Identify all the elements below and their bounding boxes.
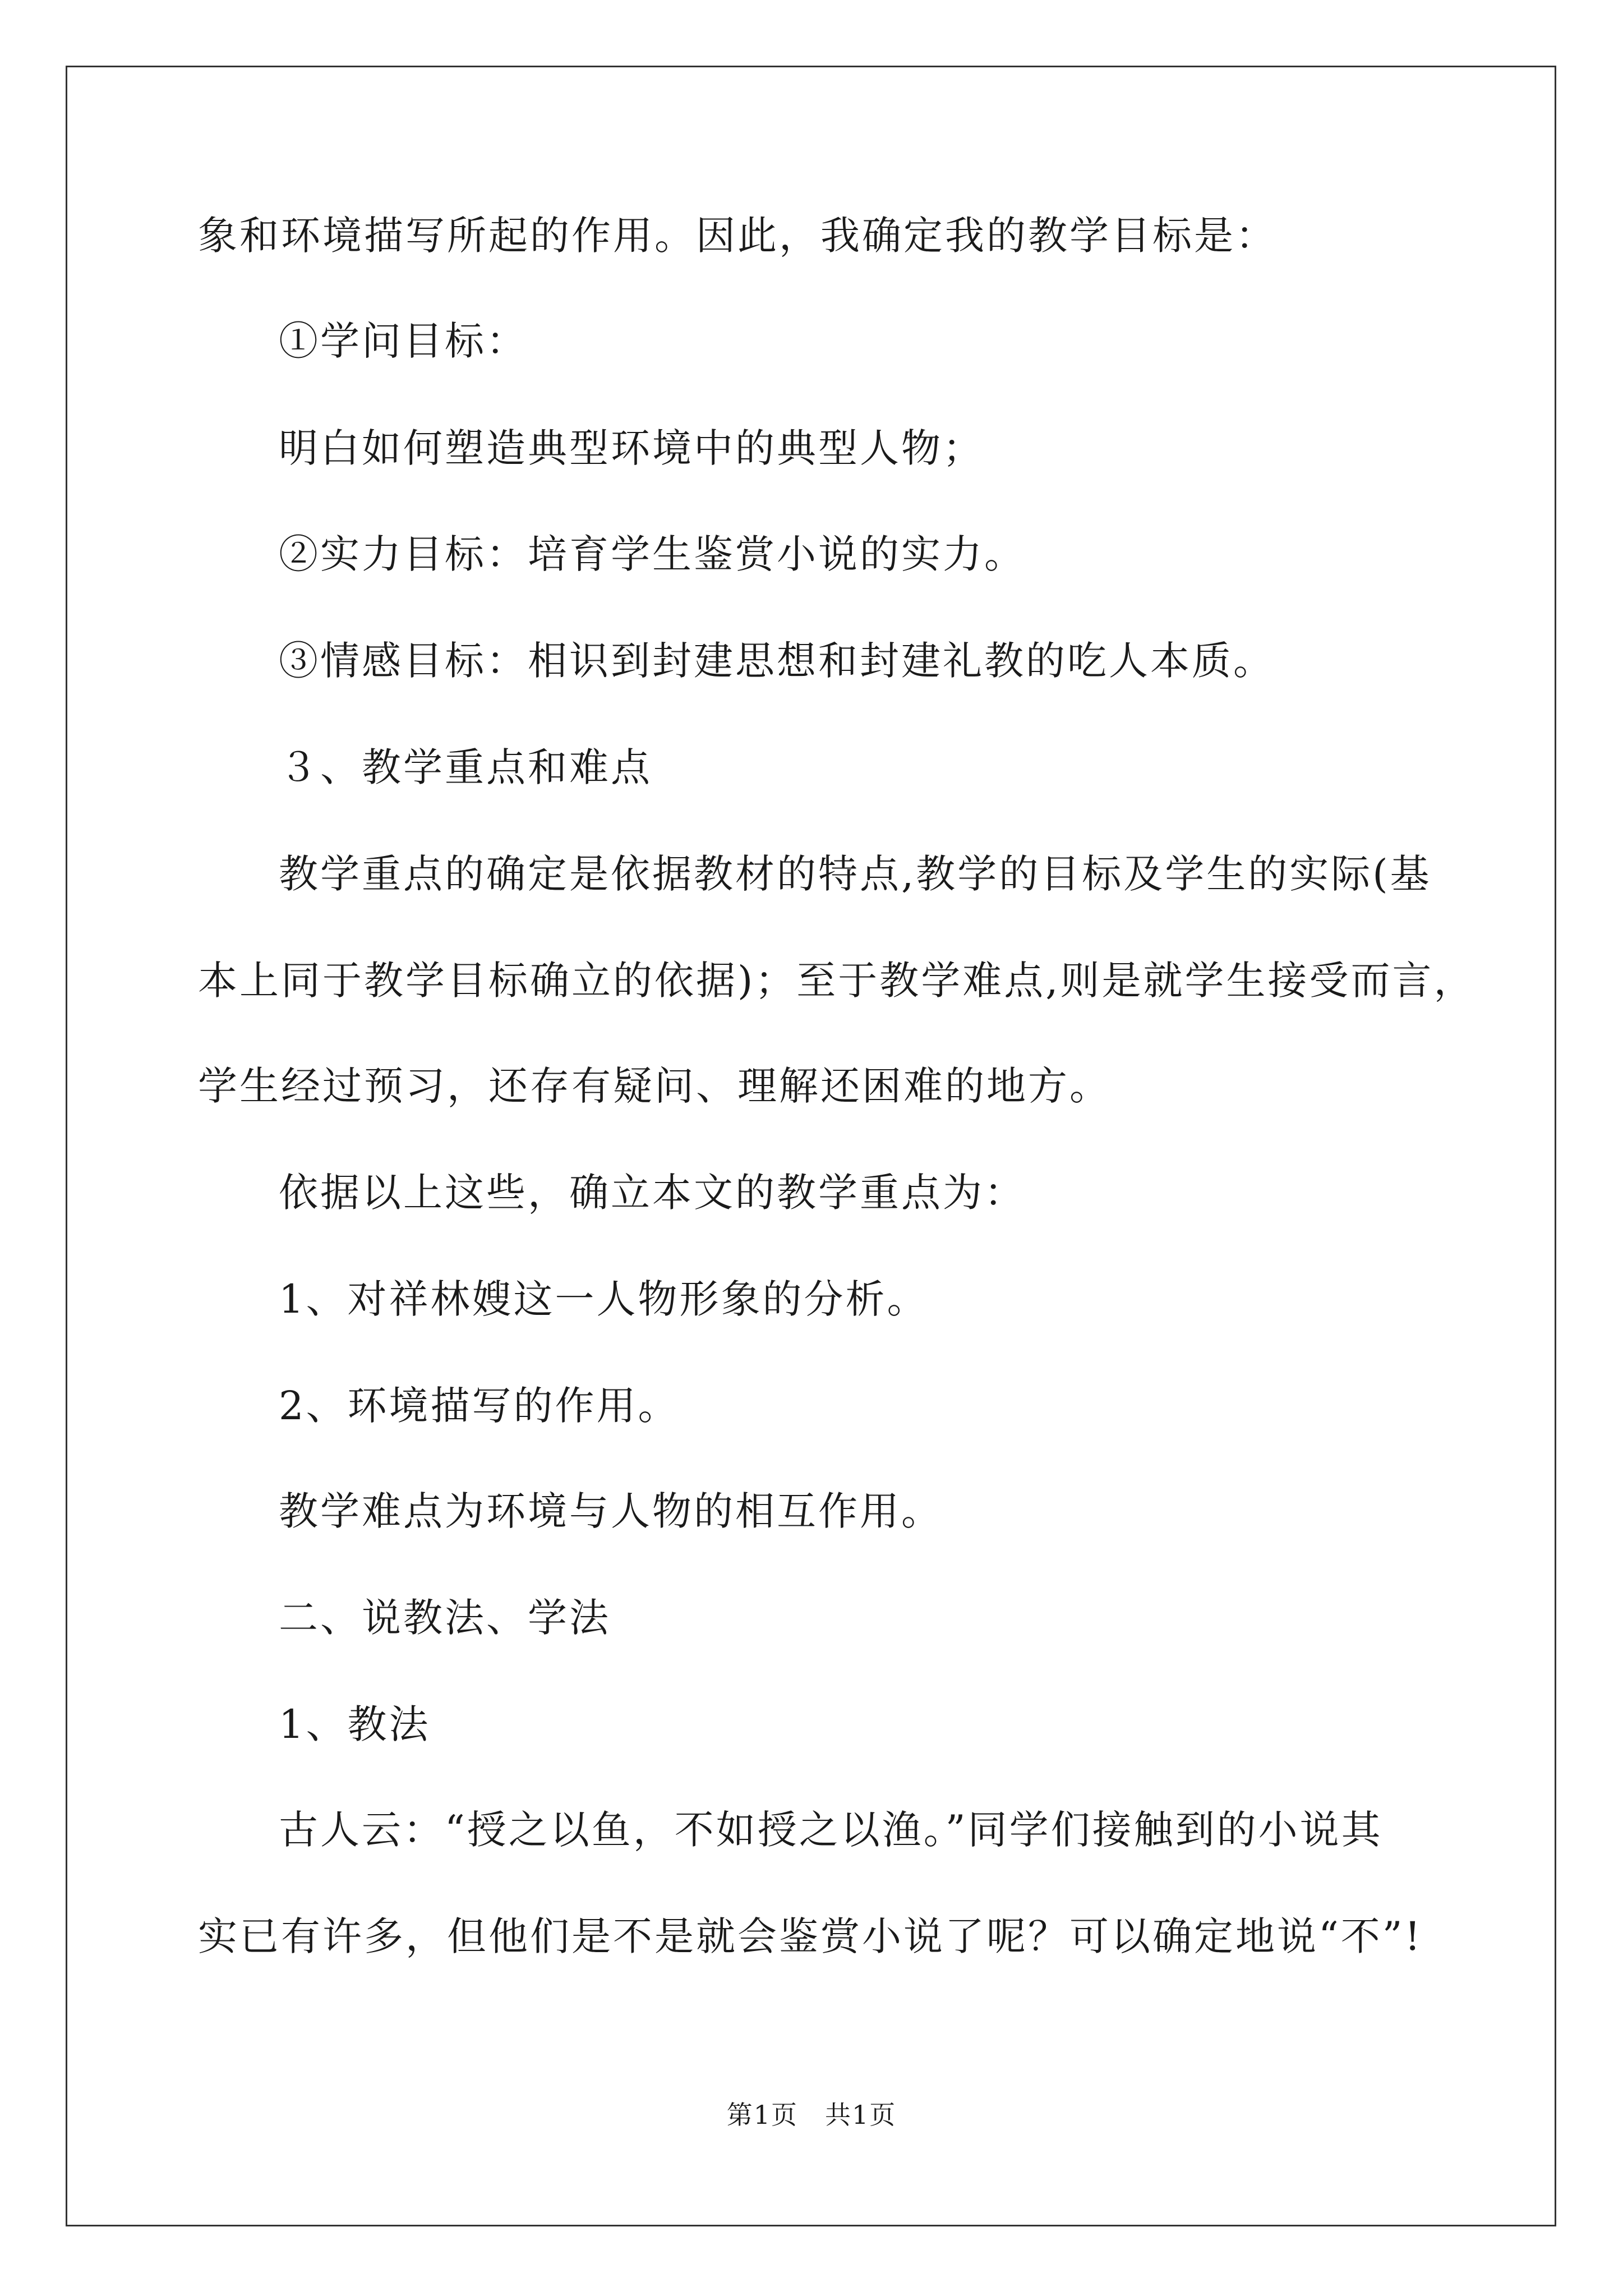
paragraph-line: 象和环境描写所起的作用。因此，我确定我的教学目标是： [198, 213, 1277, 259]
paragraph-line: 明白如何塑造典型环境中的典型人物； [279, 425, 984, 471]
paragraph-line: 学生经过预习，还存有疑问、理解还困难的地方。 [198, 1063, 1111, 1109]
paragraph-line: 实已有许多，但他们是不是就会鉴赏小说了呢？可以确定地说“不”! [198, 1913, 1423, 1959]
list-heading-knowledge-goal: ①学问目标： [279, 318, 528, 364]
paragraph-line: 教学重点的确定是依据教材的特点,教学的目标及学生的实际(基 [279, 851, 1432, 897]
page-footer: 第1页 共1页 [726, 2100, 897, 2130]
section-heading: ３、教学重点和难点 [279, 744, 652, 790]
ability-goal-line: ②实力目标：培育学生鉴赏小说的实力。 [279, 531, 1026, 577]
emotion-goal-line: ③情感目标：相识到封建思想和封建礼教的吃人本质。 [279, 638, 1275, 684]
page-border [66, 66, 1556, 2226]
list-item: 1、对祥林嫂这一人物形象的分析。 [279, 1276, 929, 1322]
subsection-heading: 1、教法 [279, 1701, 431, 1747]
paragraph-line: 依据以上这些，确立本文的教学重点为： [279, 1170, 1026, 1216]
paragraph-line: 本上同于教学目标确立的依据)；至于教学难点,则是就学生接受而言， [198, 958, 1476, 1004]
list-item: 2、环境描写的作用。 [279, 1383, 680, 1429]
paragraph-line: 古人云：“授之以鱼，不如授之以渔。”同学们接触到的小说其 [279, 1807, 1383, 1853]
paragraph-line: 教学难点为环境与人物的相互作用。 [279, 1488, 943, 1534]
section-heading: 二、说教法、学法 [279, 1595, 611, 1641]
